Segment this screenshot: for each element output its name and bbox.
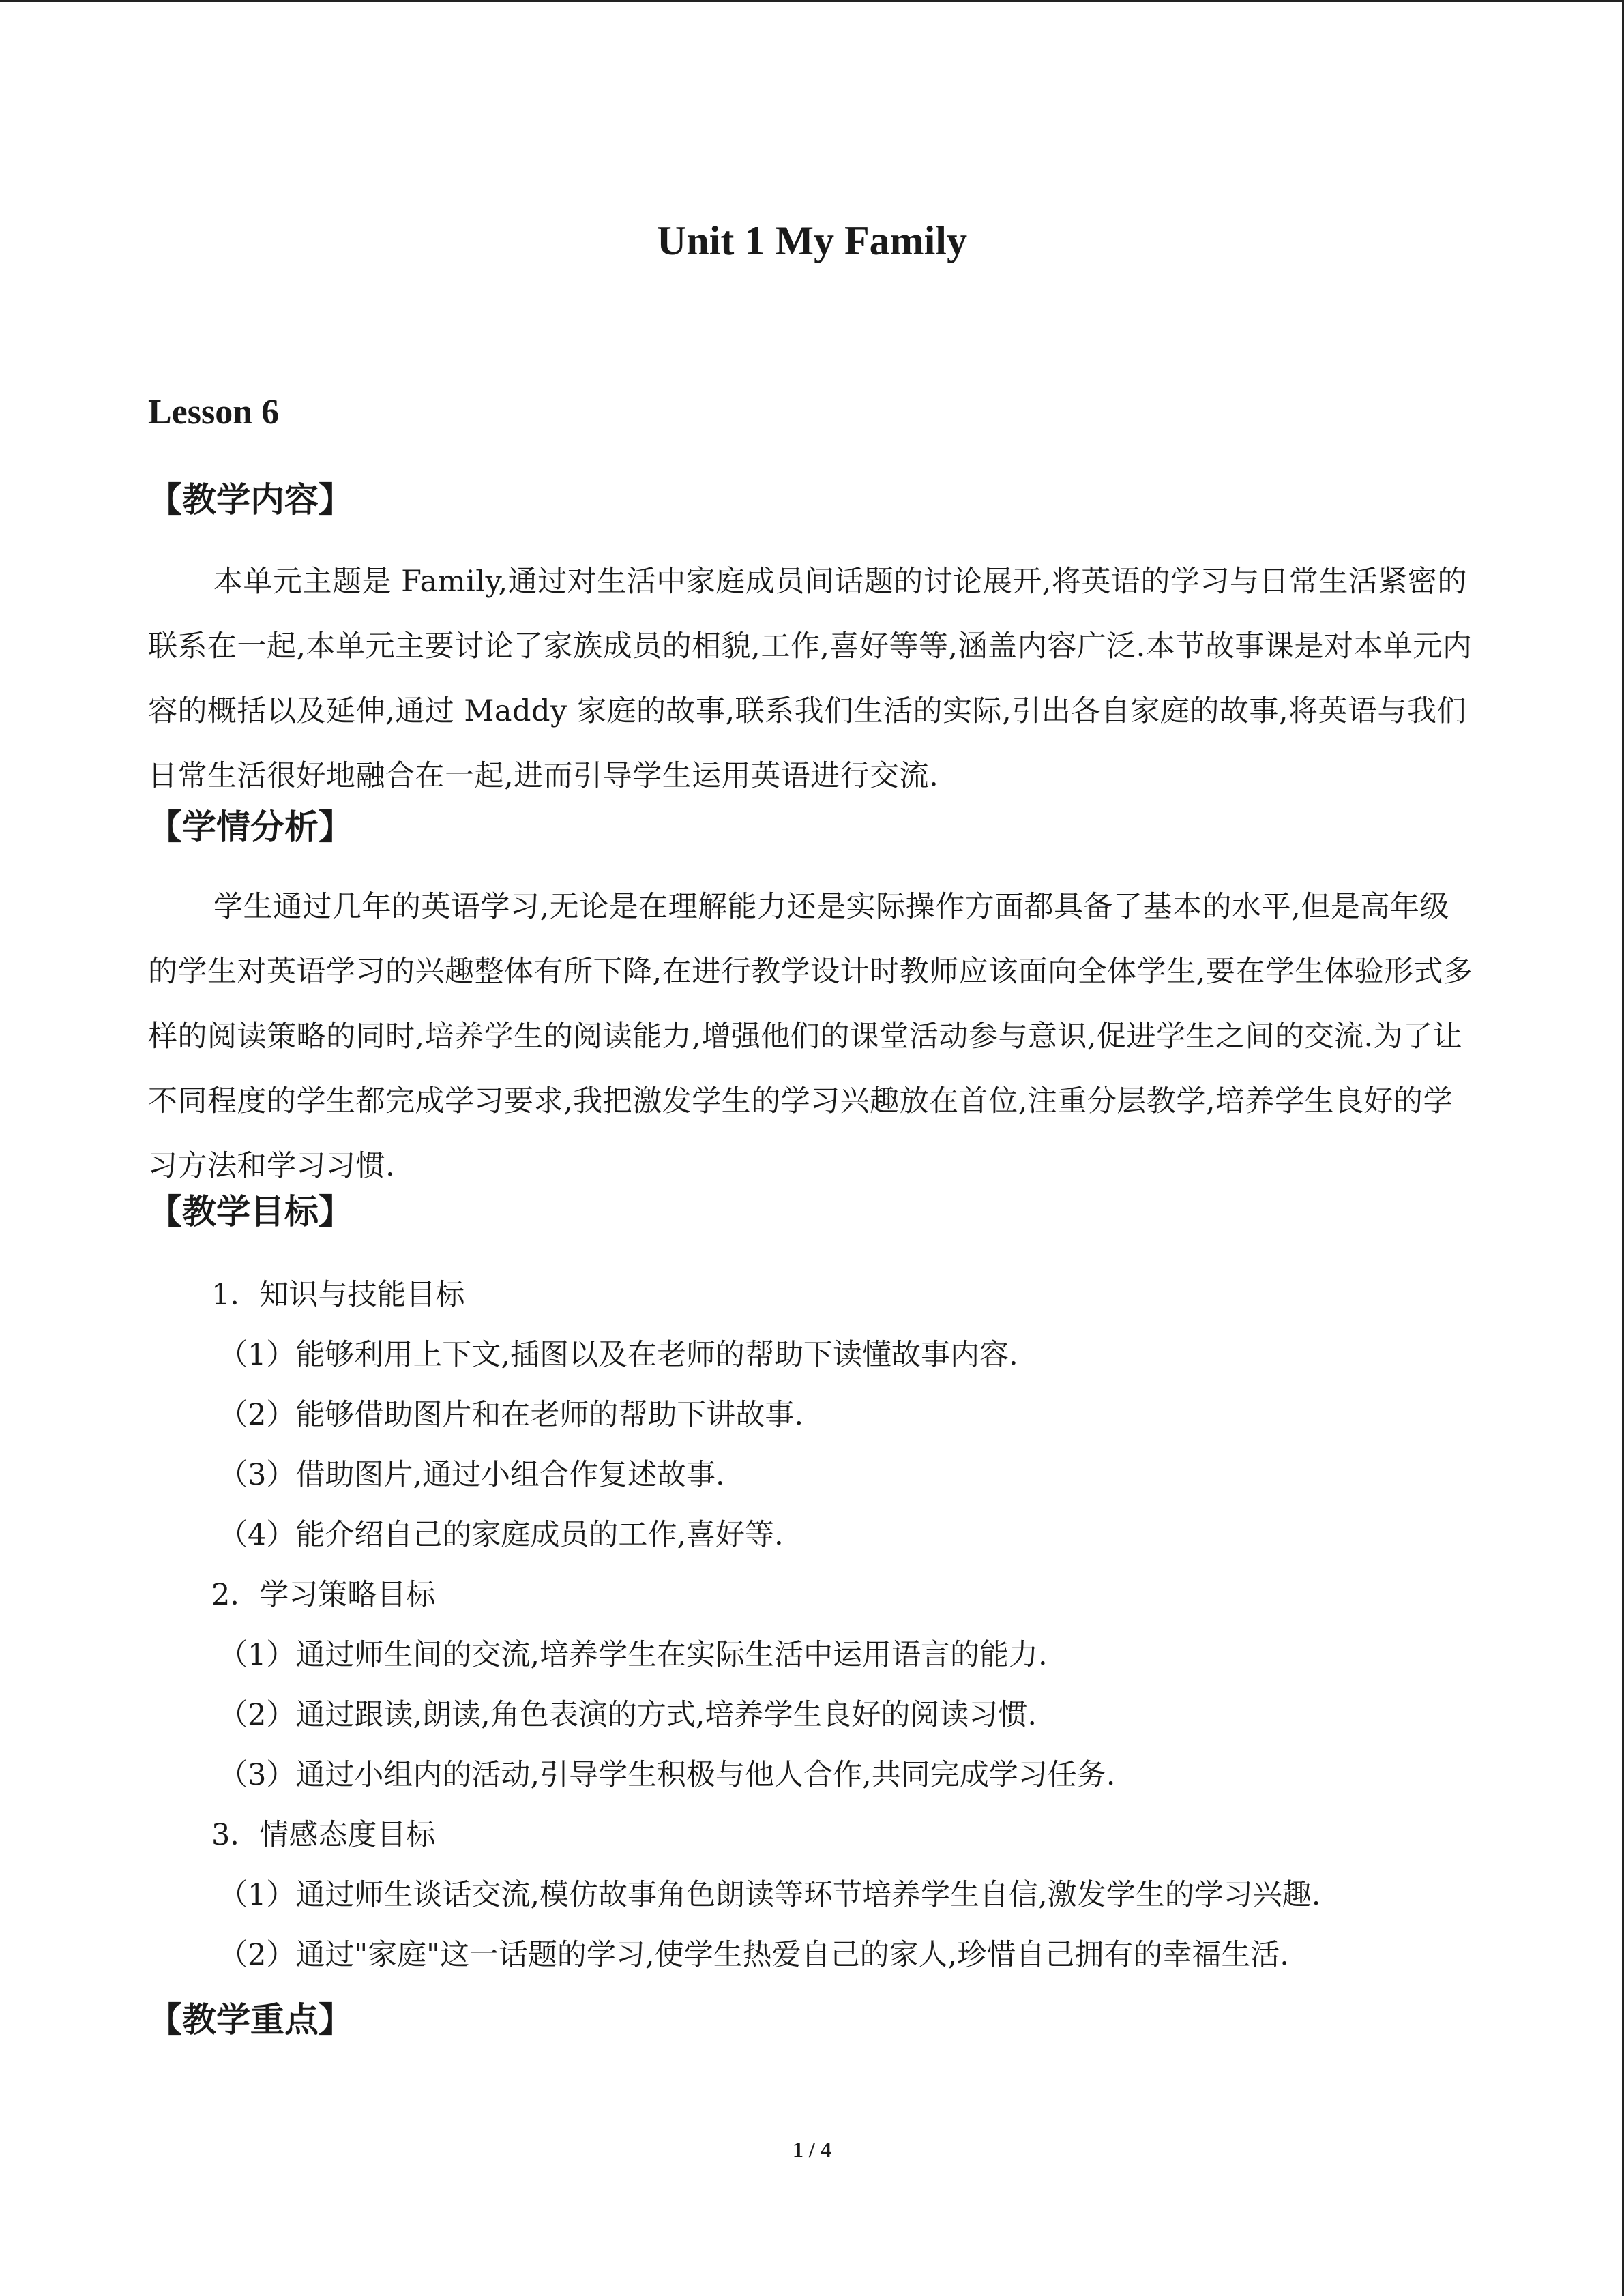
goal-item: （3）通过小组内的活动,引导学生积极与他人合作,共同完成学习任务.: [218, 1758, 1116, 1792]
goal-item: （4）能介绍自己的家庭成员的工作,喜好等.: [218, 1518, 784, 1552]
goal-item: （1）通过师生间的交流,培养学生在实际生活中运用语言的能力.: [218, 1638, 1048, 1672]
goal-item: （2）通过跟读,朗读,角色表演的方式,培养学生良好的阅读习惯.: [218, 1698, 1037, 1732]
section-heading-analysis: 【学情分析】: [148, 807, 353, 847]
goal-item: （3）借助图片,通过小组合作复述故事.: [218, 1458, 725, 1492]
goal-item: （1）通过师生谈话交流,模仿故事角色朗读等环节培养学生自信,激发学生的学习兴趣.: [218, 1878, 1321, 1912]
content-paragraph: 本单元主题是 Family,通过对生活中家庭成员间话题的讨论展开,将英语的学习与日常生活紧密的联系在一起,本单元主要讨论了家族成员的相貌,工作,喜好等等,涵盖内容广泛.本节故事课是对本单元内容的概括以及延伸,通过 Maddy 家庭的故事,联系我们生活的实际,引出各自家庭的故事,将英语与我们日常生活很好地融合在一起,进而引导学生运用英语进行交流.: [148, 565, 1473, 793]
goal-item: （2）能够借助图片和在老师的帮助下讲故事.: [218, 1398, 804, 1432]
analysis-paragraph: 学生通过几年的英语学习,无论是在理解能力还是实际操作方面都具备了基本的水平,但是高年级的学生对英语学习的兴趣整体有所下降,在进行教学设计时教师应该面向全体学生,要在学生体验形式多样的阅读策略的同时,培养学生的阅读能力,增强他们的课堂活动参与意识,促进学生之间的交流.为了让不同程度的学生都完成学习要求,我把激发学生的学习兴趣放在首位,注重分层教学,培养学生良好的学习方法和学习习惯.: [148, 890, 1473, 1183]
document-title: Unit 1 My Family: [657, 218, 967, 263]
lesson-heading: Lesson 6: [148, 393, 280, 432]
goal-category-attitude: 3．情感态度目标: [211, 1818, 436, 1852]
section-heading-content: 【教学内容】: [148, 480, 353, 520]
goal-item: （2）通过"家庭"这一话题的学习,使学生热爱自己的家人,珍惜自己拥有的幸福生活.: [218, 1938, 1289, 1972]
goal-item: （1）能够利用上下文,插图以及在老师的帮助下读懂故事内容.: [218, 1338, 1018, 1372]
section-heading-key-points: 【教学重点】: [148, 2000, 353, 2040]
goal-category-knowledge: 1．知识与技能目标: [211, 1278, 465, 1312]
goal-category-strategy: 2．学习策略目标: [211, 1578, 436, 1612]
section-heading-goals: 【教学目标】: [148, 1192, 353, 1232]
page-number: 1 / 4: [793, 2137, 831, 2162]
